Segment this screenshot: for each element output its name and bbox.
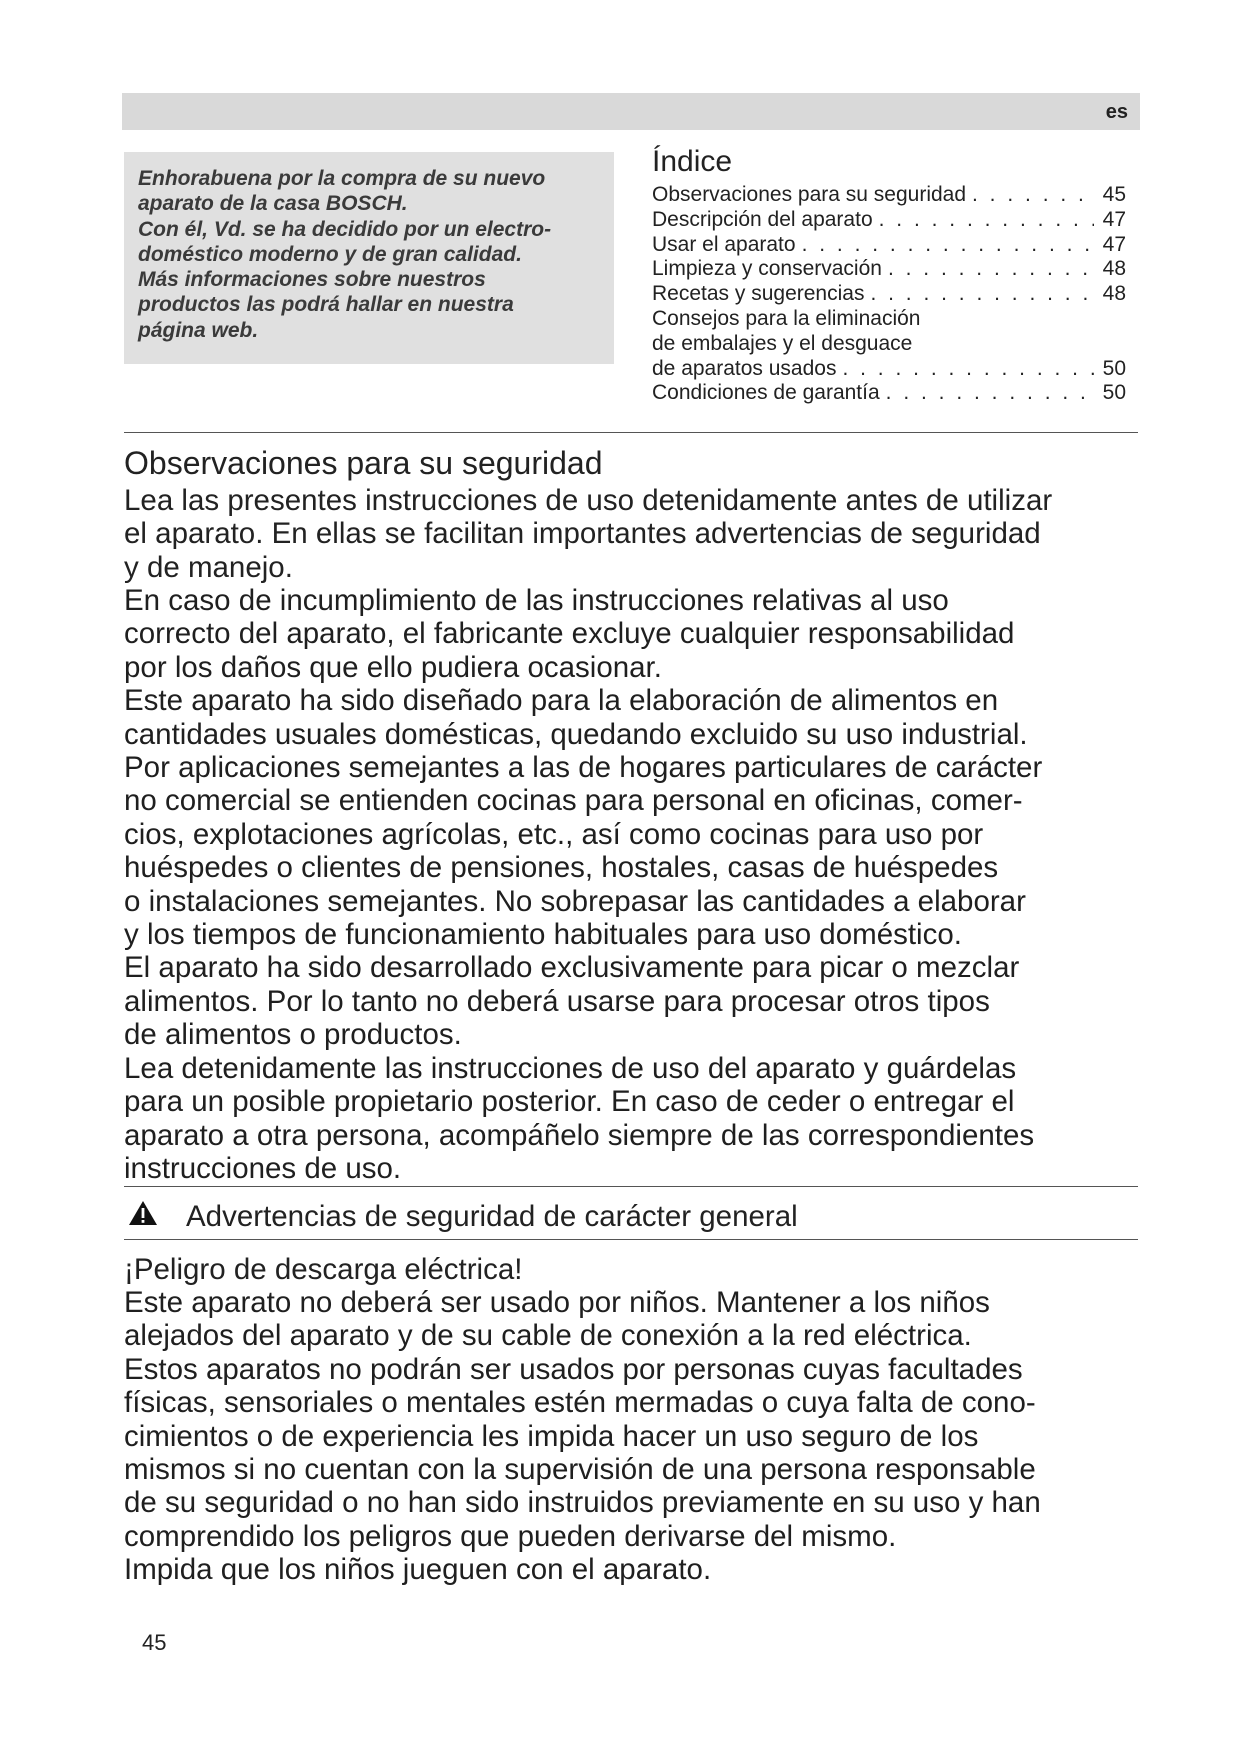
index-entry-page: 45 [1102,183,1126,206]
body-line: mismos si no cuentan con la supervisión de una persona responsable [124,1453,1036,1487]
index-entry-continued[interactable] [652,307,1126,332]
general-warnings-title: Advertencias de seguridad de carácter general [186,1200,798,1233]
body-line: para un posible propietario posterior. En caso de ceder o entregar el [124,1085,1015,1119]
body-line: Por aplicaciones semejantes a las de hogares particulares de carácter [124,751,1043,785]
body-line: físicas, sensoriales o mentales estén mermadas o cuya falta de cono- [124,1386,1036,1420]
body-line: cimientos o de experiencia les impida hacer un uso seguro de los [124,1419,979,1453]
body-line: alejados del aparato y de su cable de conexión a la red eléctrica. [124,1319,972,1353]
general-warnings-paragraphs [124,1286,1144,1587]
index-entry[interactable] [652,208,1126,233]
index-entry-label: Condiciones de garantía [652,381,880,405]
body-line: cantidades usuales domésticas, quedando excluido su uso industrial. [124,717,1028,751]
index-list [652,183,1126,406]
body-line: El aparato ha sido desarrollado exclusivamente para picar o mezclar [124,951,1020,985]
index-entry-label: de aparatos usados [652,356,837,380]
index-leader-dots [870,282,1094,307]
index-entry[interactable] [652,381,1126,406]
index-entry[interactable] [652,257,1126,282]
welcome-line: Con él, Vd. se ha decidido por un electro- [138,217,552,241]
index-entry-page: 47 [1102,232,1126,256]
index-entry-label: Descripción del aparato [652,207,873,231]
welcome-line: página web. [138,318,259,342]
warning-triangle-icon [128,1199,164,1235]
language-code: es [1105,101,1128,123]
index-entry-page: 48 [1102,282,1126,306]
section-divider [124,432,1138,433]
body-line: comprendido los peligros que pueden derivarse del mismo. [124,1519,897,1553]
body-line: correcto del aparato, el fabricante excluye cualquier responsabilidad [124,617,1015,651]
body-line: huéspedes o clientes de pensiones, hostales, casas de huéspedes [124,851,999,885]
body-line: instrucciones de uso. [124,1151,402,1185]
index-entry[interactable] [652,233,1126,258]
lead-line: y de manejo. [124,550,293,584]
body-line: de alimentos o productos. [124,1018,462,1052]
table-of-contents [652,143,1126,406]
index-leader-dots [802,233,1094,258]
index-entry-page: 47 [1102,207,1126,231]
welcome-line: Enhorabuena por la compra de su nuevo [138,167,546,190]
body-line: cios, explotaciones agrícolas, etc., así como cocinas para uso por [124,817,984,851]
safety-paragraphs [124,584,1144,1185]
body-line: En caso de incumplimiento de las instrucciones relativas al uso [124,584,949,617]
index-entry-label: Usar el aparato [652,232,796,256]
body-line: y los tiempos de funcionamiento habituales para uso doméstico. [124,918,962,952]
body-line: Lea detenidamente las instrucciones de uso del aparato y guárdelas [124,1051,1017,1085]
index-entry-label: Consejos para la eliminación [652,306,921,330]
body-line: Este aparato ha sido diseñado para la elaboración de alimentos en [124,684,999,718]
index-entry[interactable] [652,183,1126,208]
welcome-line: Más informaciones sobre nuestros [138,268,486,292]
body-line: Estos aparatos no podrán ser usados por personas cuyas facultades [124,1352,1023,1386]
index-leader-dots [842,357,1094,382]
index-entry-label: Observaciones para su seguridad [652,183,967,206]
body-line: Este aparato no deberá ser usado por niños. Mantener a los niños [124,1286,990,1319]
lead-line: el aparato. En ellas se facilitan importantes advertencias de seguridad [124,517,1041,551]
body-line: alimentos. Por lo tanto no deberá usarse para procesar otros tipos [124,984,990,1018]
index-leader-dots [972,183,1094,208]
language-bar [122,93,1140,130]
body-line: Impida que los niños jueguen con el aparato. [124,1553,712,1587]
welcome-box [124,152,614,364]
body-line: aparato a otra persona, acompáñelo siempre de las correspondientes [124,1118,1035,1152]
body-line: no comercial se entienden cocinas para personal en oficinas, comer- [124,784,1023,818]
index-entry-page: 50 [1102,381,1126,405]
index-leader-dots [879,208,1094,233]
warning-bottom-divider [124,1239,1138,1240]
warning-top-divider [124,1186,1138,1187]
welcome-line: productos las podrá hallar en nuestra [138,293,514,317]
index-leader-dots [886,381,1094,406]
index-entry-page: 50 [1102,356,1126,380]
index-entry-label: de embalajes y el desguace [652,331,913,355]
body-line: de su seguridad o no han sido instruidos previamente en su uso y han [124,1486,1041,1520]
page-number: 45 [142,1630,167,1655]
body-line: por los daños que ello pudiera ocasionar. [124,650,662,684]
index-title: Índice [652,145,733,178]
index-leader-dots [888,257,1094,282]
safety-lead [124,484,1144,584]
body-line: o instalaciones semejantes. No sobrepasar las cantidades a elaborar [124,884,1026,918]
index-entry-continued[interactable] [652,332,1126,357]
safety-section-title: Observaciones para su seguridad [124,445,603,481]
general-warnings-heading [124,1199,798,1235]
welcome-line: aparato de la casa BOSCH. [138,192,408,216]
index-entry[interactable] [652,357,1126,382]
lead-line: Lea las presentes instrucciones de uso detenidamente antes de utilizar [124,484,1053,517]
index-entry[interactable] [652,282,1126,307]
index-entry-page: 48 [1102,257,1126,281]
index-entry-label: Limpieza y conservación [652,257,882,281]
welcome-line: doméstico moderno y de gran calidad. [138,242,522,266]
electric-shock-warning-title: ¡Peligro de descarga eléctrica! [124,1253,523,1286]
index-entry-label: Recetas y sugerencias [652,282,865,306]
